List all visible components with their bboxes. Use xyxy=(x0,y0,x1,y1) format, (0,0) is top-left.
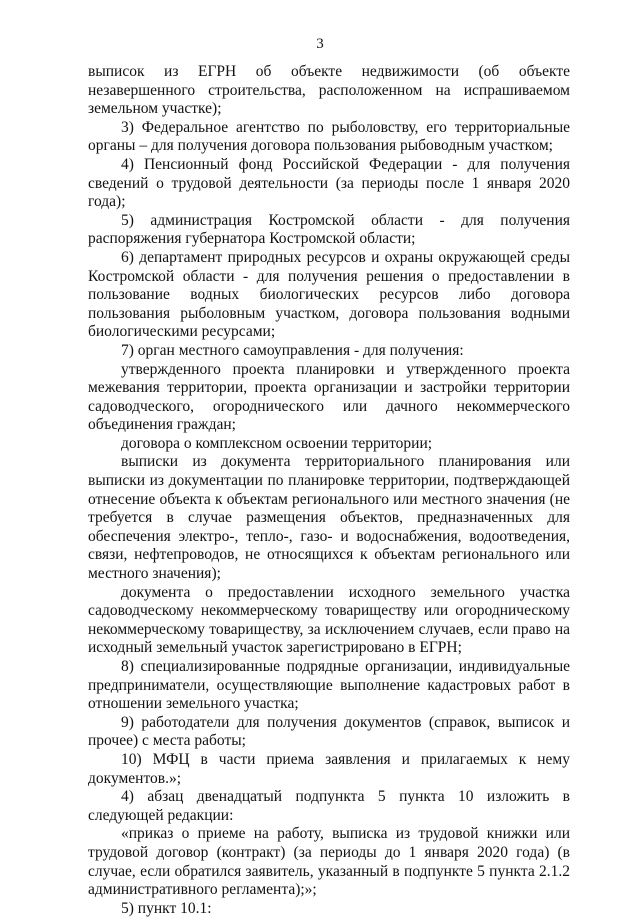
paragraph: документа о предоставлении исходного земельного участка садоводческому некоммерческому товариществу или огородническому некоммерческому товариществу, за исключением случаев, если право на исходный земельный участок зарегистрировано в ЕГРН; xyxy=(88,583,570,657)
paragraph: 5) администрация Костромской области - для получения распоряжения губернатора Костромской области; xyxy=(88,211,570,248)
paragraph: 6) департамент природных ресурсов и охраны окружающей среды Костромской области - для получения решения о предоставлении в пользование водных биологических ресурсов либо договора пользования рыболовным участком, договора пользования водными биологическими ресурсами; xyxy=(88,248,570,341)
paragraph: 4) абзац двенадцатый подпункта 5 пункта 10 изложить в следующей редакции: xyxy=(88,788,570,824)
paragraph: утвержденного проекта планировки и утвержденного проекта межевания территории, проекта организации и застройки территории садоводческого, огороднического или дачного некоммерческого объединения граждан; xyxy=(88,360,570,434)
paragraph: выписок из ЕГРН об объекте недвижимости (об объекте незавершенного строительства, расположенном на испрашиваемом земельном участке); xyxy=(88,63,570,118)
paragraph: 8) специализированные подрядные организации, индивидуальные предприниматели, осуществляющие выполнение кадастровых работ в отношении земельного участка; xyxy=(88,658,570,713)
page-number: 3 xyxy=(316,36,324,52)
paragraph: 10) МФЦ в части приема заявления и прилагаемых к нему документов.»; xyxy=(88,750,570,787)
document-body xyxy=(88,63,570,918)
paragraph: 3) Федеральное агентство по рыболовству, его территориальные органы – для получения договора пользования рыбоводным участком; xyxy=(88,118,570,155)
paragraph: договора о комплексном освоении территории; xyxy=(121,434,433,452)
paragraph: 4) Пенсионный фонд Российской Федерации - для получения сведений о трудовой деятельности (за периоды после 1 января 2020 года); xyxy=(88,155,570,211)
paragraph: 7) орган местного самоуправления - для получения: xyxy=(121,341,464,359)
paragraph: 9) работодатели для получения документов (справок, выписок и прочее) с места работы; xyxy=(88,713,570,750)
paragraph: выписки из документа территориального планирования или выписки из документации по планировке территории, подтверждающей отнесение объекта к объектам регионального или местного значения (не требуется в случае размещения объектов, предназначенных для обеспечения электро-, тепло-, газо- и водоснабжения, водоотведения, связи, нефтепроводов, не относящихся к объектам регионального или местного значения); xyxy=(88,453,570,583)
paragraph: 5) пункт 10.1: xyxy=(121,899,212,917)
paragraph: «приказ о приеме на работу, выписка из трудовой книжки или трудовой договор (контракт) (за периоды до 1 января 2020 года) (в случае, если обратился заявитель, указанный в подпункте 5 пункта 2.1.2 административного регламента);»; xyxy=(88,825,570,899)
